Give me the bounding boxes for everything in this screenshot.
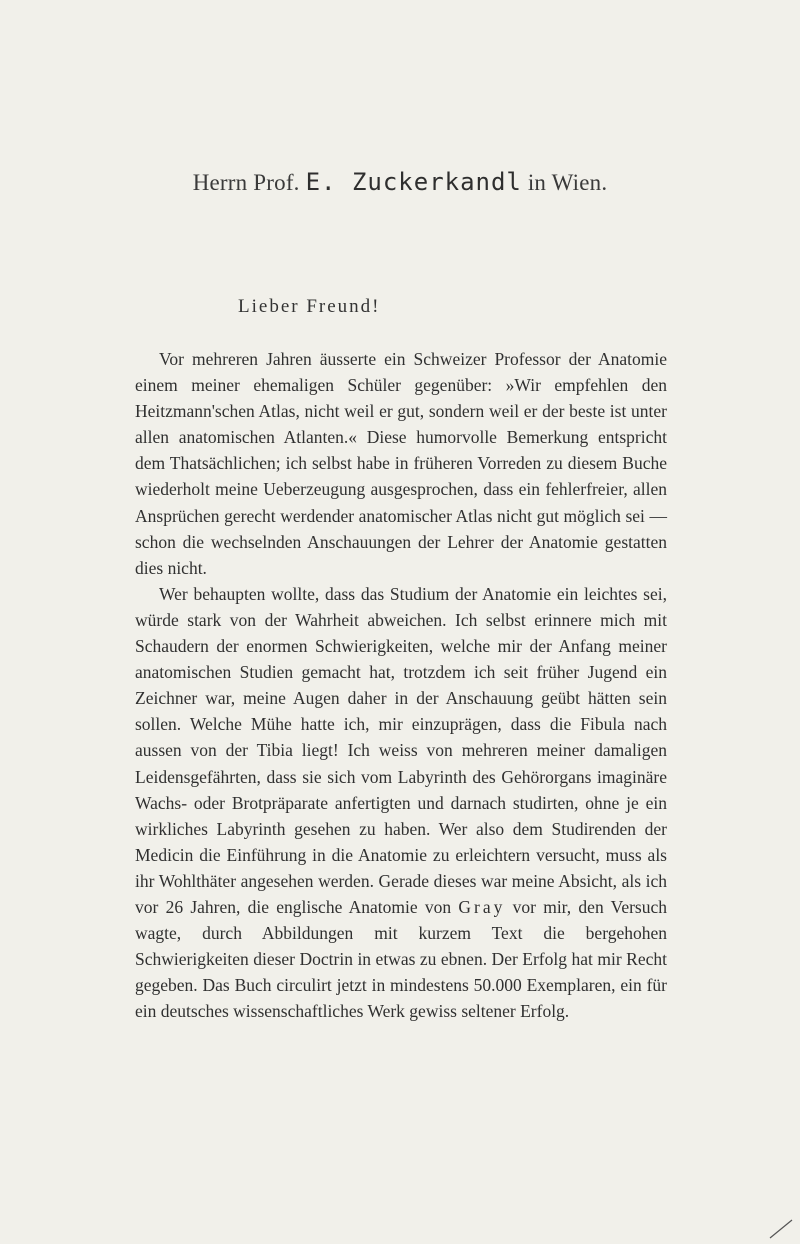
dedication-line — [0, 168, 800, 196]
dedication-prefix: Herrn Prof. — [192, 170, 300, 195]
letter-body — [135, 346, 667, 1024]
paragraph-2 — [135, 581, 667, 1025]
greeting: Lieber Freund! — [238, 296, 381, 317]
page-corner-mark — [768, 1214, 794, 1240]
paragraph-2-text-b: vor mir, den Versuch wagte, durch Abbildungen mit kurzem Text die bergehohen Schwierigkeiten dieser Doctrin in etwas zu ebnen. Der Erfolg hat mir Recht gegeben. Das Buch circulirt jetzt in mindestens 50.000 Exemplaren, ein für ein deutsches wissenschaftliches Werk gewiss seltener Erfolg. — [135, 896, 667, 1022]
paragraph-1: Vor mehreren Jahren äusserte ein Schweizer Professor der Anatomie einem meiner ehemaligen Schüler gegenüber: »Wir empfehlen den Heitzmann'schen Atlas, nicht weil er gut, sondern weil er der beste ist unter allen anatomischen Atlanten.« Diese humorvolle Bemerkung entspricht dem Thatsächlichen; ich selbst habe in früheren Vorreden zu diesem Buche wiederholt meine Ueberzeugung ausgesprochen, dass ein fehlerfreier, allen Ansprüchen gerecht werdender anatomischer Atlas nicht gut möglich sei — schon die wechselnden Anschauungen der Lehrer der Anatomie gestatten dies nicht. — [135, 349, 667, 578]
dedication-name: E. Zuckerkandl — [305, 168, 522, 196]
paragraph-2-text-a: Wer behaupten wollte, dass das Studium der Anatomie ein leichtes sei, würde stark von der Wahrheit abweichen. Ich selbst erinnere mich mit Schaudern der enormen Schwierigkeiten, welche mir der Anfang meiner anatomischen Studien gemacht hat, trotzdem ich seit früher Jugend ein Zeichner war, meine Augen daher in der Anschauung geübt hätten sein sollen. Welche Mühe hatte ich, mir einzuprägen, dass die Fibula nach aussen von der Tibia liegt! Ich weiss von mehreren meiner damaligen Leidensgefährten, dass sie sich vom Labyrinth des Gehörorgans imaginäre Wachs- oder Brotpräparate anfertigten und darnach studirten, ohne je ein wirkliches Labyrinth gesehen zu haben. Wer also dem Studirenden der Medicin die Einführung in die Anatomie zu erleichtern versucht, muss als ihr Wohlthäter angesehen werden. Gerade dieses war meine Absicht, als ich vor 26 Jahren, die englische Anatomie von — [135, 583, 667, 917]
dedication-suffix: in Wien. — [527, 170, 608, 195]
author-name-gray: Gray — [458, 896, 506, 917]
